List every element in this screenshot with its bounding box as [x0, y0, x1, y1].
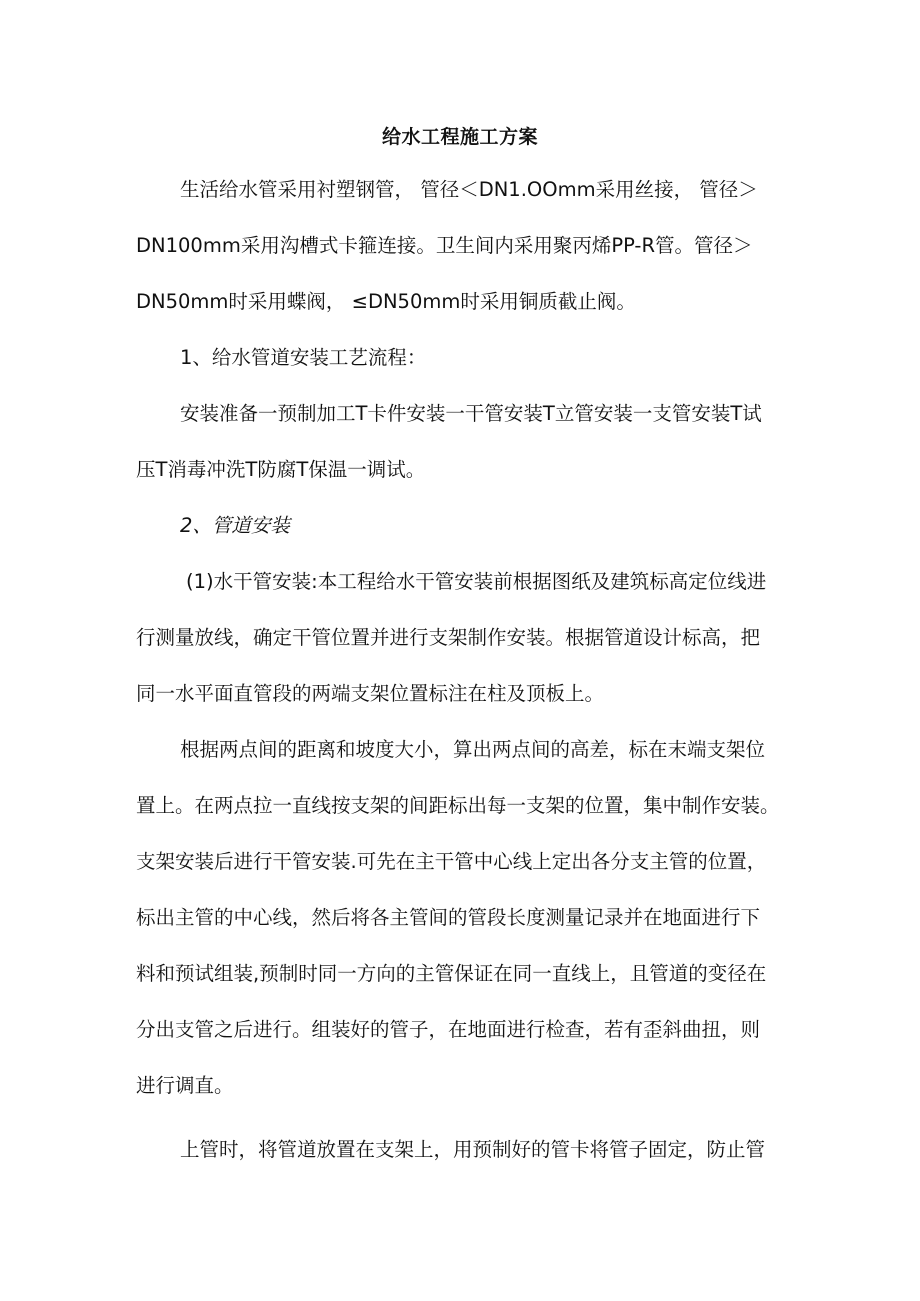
text-line: 根据两点间的距离和坡度大小，算出两点间的高差，标在末端支架位 — [180, 738, 766, 761]
text-line: 进行调直。 — [136, 1074, 234, 1097]
text-line: DN50mm时采用蝶阀， ≤DN50mm时采用铜质截止阀。 — [136, 290, 636, 313]
section-heading: 2、管道安装 — [180, 514, 290, 537]
text-line: 同一水平面直管段的两端支架位置标注在柱及顶板上。 — [136, 682, 605, 705]
text-line: 安装准备一预制加工T卡件安装一干管安装T立管安装一支管安装T试 — [180, 402, 762, 425]
text-line: 支架安装后进行干管安装.可先在主干管中心线上定出各分支主管的位置， — [136, 850, 767, 873]
text-line: 上管时，将管道放置在支架上，用预制好的管卡将管子固定，防止管 — [180, 1138, 766, 1161]
text-line: 生活给水管采用衬塑钢管， 管径＜DN1.OOmm采用丝接， 管径＞ — [180, 178, 758, 201]
document-title: 给水工程施工方案 — [381, 126, 538, 148]
section-heading: 1、给水管道安装工艺流程： — [180, 346, 427, 369]
text-line: 料和预试组装,预制时同一方向的主管保证在同一直线上，且管道的变径在 — [136, 962, 767, 985]
text-line: 行测量放线，确定干管位置并进行支架制作安装。根据管道设计标高，把 — [136, 626, 761, 649]
text-line: 分出支管之后进行。组装好的管子，在地面进行检查，若有歪斜曲扭，则 — [136, 1018, 761, 1041]
text-line: 标出主管的中心线，然后将各主管间的管段长度测量记录并在地面进行下 — [136, 906, 761, 929]
text-line: DN100mm采用沟槽式卡箍连接。卫生间内采用聚丙烯PP-R管。管径＞ — [136, 234, 753, 257]
text-line: 压T消毒冲洗T防腐T保温一调试。 — [136, 458, 426, 481]
text-line: 置上。在两点拉一直线按支架的间距标出每一支架的位置，集中制作安装。 — [136, 794, 780, 817]
text-line: (1)水干管安装:本工程给水干管安装前根据图纸及建筑标高定位线进 — [186, 570, 767, 593]
